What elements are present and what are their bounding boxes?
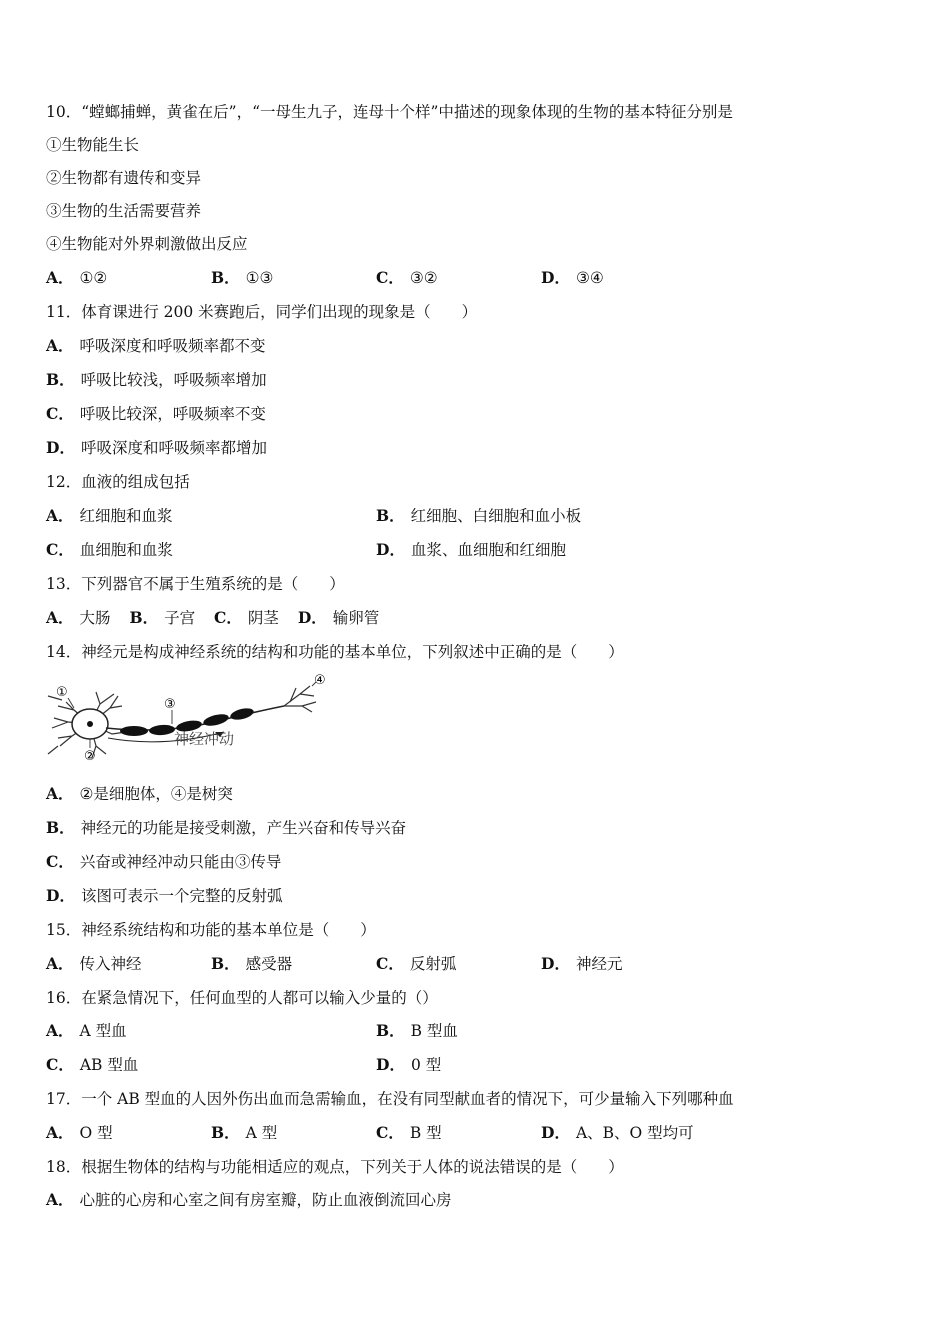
q17-option-b: B． A 型	[211, 1123, 278, 1142]
q14-stem: 14．神经元是构成神经系统的结构和功能的基本单位，下列叙述中正确的是（ ）	[46, 643, 624, 661]
q14-option-b: B． 神经元的功能是接受刺激，产生兴奋和传导兴奋	[46, 818, 407, 837]
q17-stem: 17．一个 AB 型血的人因外伤出血而急需输血，在没有同型献血者的情况下，可少量输入下列哪种血	[46, 1090, 734, 1108]
impulse-caption: 神经冲动	[174, 730, 235, 748]
q15-option-b: B． 感受器	[211, 954, 293, 973]
label-4: ④	[314, 673, 326, 688]
q10-option-a: A． ①②	[46, 268, 108, 287]
q10-option-c: C． ③②	[376, 268, 438, 287]
q18-option-a: A． 心脏的心房和心室之间有房室瓣，防止血液倒流回心房	[46, 1190, 452, 1209]
q13-stem: 13．下列器官不属于生殖系统的是（ ）	[46, 575, 345, 593]
axon-terminals	[284, 686, 316, 712]
q10-option-d: D． ③④	[541, 268, 604, 287]
neuron-diagram	[44, 672, 344, 764]
q11-option-a: A． 呼吸深度和呼吸频率都不变	[46, 336, 266, 355]
q15-option-c: C． 反射弧	[376, 954, 457, 973]
q10-stem: 10．“螳螂捕蝉，黄雀在后”，“一母生九子，连母十个样”中描述的现象体现的生物的基本特征分别是	[46, 103, 733, 121]
q11-stem: 11．体育课进行 200 米赛跑后，同学们出现的现象是（ ）	[46, 303, 478, 321]
q13-options: A． 大肠 B． 子宫 C． 阴茎 D． 输卵管	[46, 608, 380, 627]
q17-option-d: D． A、B、O 型均可	[541, 1123, 694, 1142]
q16-stem: 16．在紧急情况下，任何血型的人都可以输入少量的（）	[46, 989, 438, 1007]
neuron-figure	[44, 672, 344, 764]
q14-option-c: C． 兴奋或神经冲动只能由③传导	[46, 852, 282, 871]
q11-option-c: C． 呼吸比较深，呼吸频率不变	[46, 404, 266, 423]
q10-statement-4: ④生物能对外界刺激做出反应	[46, 235, 248, 253]
label-1: ①	[56, 685, 68, 700]
q11-option-d: D． 呼吸深度和呼吸频率都增加	[46, 438, 267, 457]
q12-option-d: D． 血浆、血细胞和红细胞	[376, 540, 566, 559]
q17-option-c: C． B 型	[376, 1123, 442, 1142]
nucleus	[87, 721, 93, 727]
q11-option-b: B． 呼吸比较浅，呼吸频率增加	[46, 370, 267, 389]
q10-statement-3: ③生物的生活需要营养	[46, 202, 202, 220]
q14-option-d: D． 该图可表示一个完整的反射弧	[46, 886, 283, 905]
q10-option-b: B． ①③	[211, 268, 274, 287]
label-3: ③	[164, 697, 176, 712]
q10-statement-2: ②生物都有遗传和变异	[46, 169, 202, 187]
q15-option-a: A． 传入神经	[46, 954, 142, 973]
q18-stem: 18．根据生物体的结构与功能相适应的观点，下列关于人体的说法错误的是（ ）	[46, 1158, 624, 1176]
q15-stem: 15．神经系统结构和功能的基本单位是（ ）	[46, 921, 376, 939]
q16-option-d: D． 0 型	[376, 1055, 442, 1074]
q17-option-a: A． O 型	[46, 1123, 113, 1142]
q16-option-a: A． A 型血	[46, 1021, 127, 1040]
q15-option-d: D． 神经元	[541, 954, 623, 973]
q12-option-a: A． 红细胞和血浆	[46, 506, 173, 525]
q16-option-b: B． B 型血	[376, 1021, 458, 1040]
q10-statement-1: ①生物能生长	[46, 136, 140, 154]
q14-option-a: A． ②是细胞体，④是树突	[46, 784, 233, 803]
q12-option-c: C． 血细胞和血浆	[46, 540, 173, 559]
q16-option-c: C． AB 型血	[46, 1055, 139, 1074]
label-2: ②	[84, 749, 96, 764]
q12-option-b: B． 红细胞、白细胞和血小板	[376, 506, 582, 525]
q12-stem: 12．血液的组成包括	[46, 473, 190, 491]
